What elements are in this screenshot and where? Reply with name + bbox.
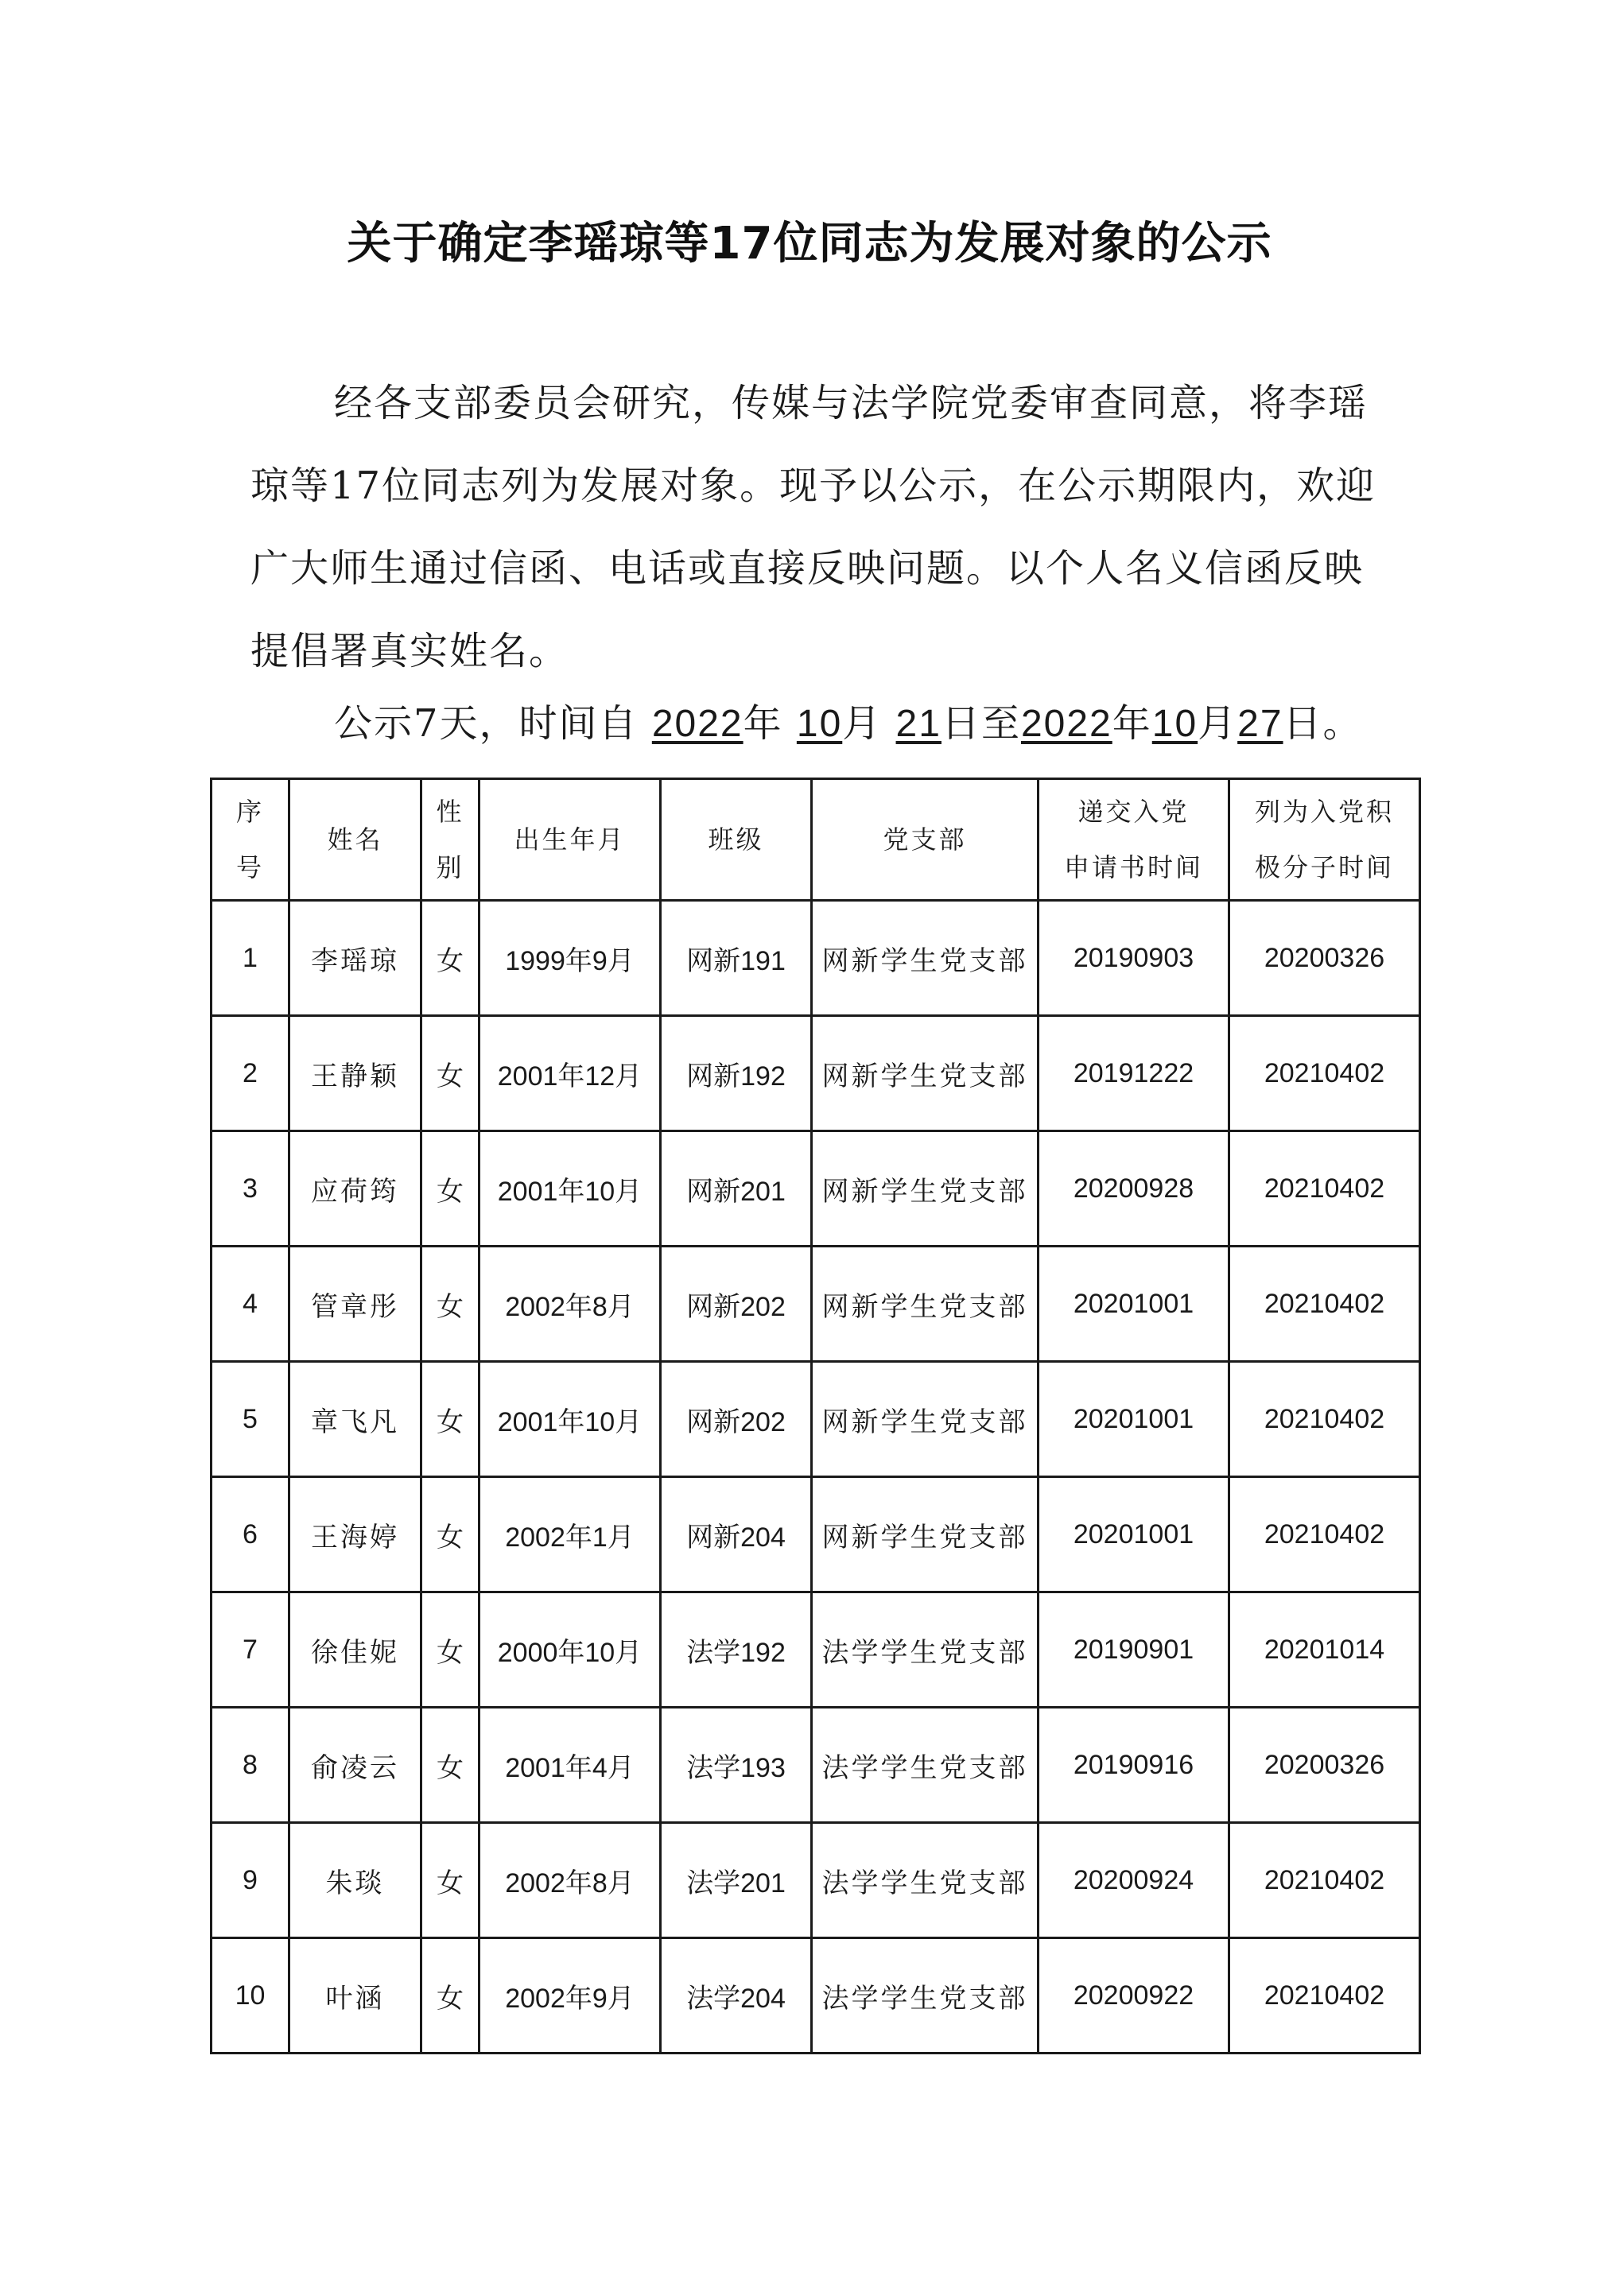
cell-gender: 女 xyxy=(421,1708,479,1823)
cell-branch: 法学学生党支部 xyxy=(812,1708,1039,1823)
cell-birth: 2002年8月 xyxy=(479,1823,661,1938)
header-branch: 党支部 xyxy=(812,779,1039,901)
cell-activist-date: 20210402 xyxy=(1229,1938,1420,2054)
cell-branch: 网新学生党支部 xyxy=(812,1477,1039,1592)
table-row xyxy=(212,1708,1420,1823)
cell-activist-date: 20201014 xyxy=(1229,1592,1420,1708)
cell-apply-date: 20200928 xyxy=(1039,1131,1229,1247)
header-activist-date: 列为入党积 极分子时间 xyxy=(1229,779,1420,901)
cell-birth: 2000年10月 xyxy=(479,1592,661,1708)
cell-seq: 1 xyxy=(212,901,289,1016)
cell-gender: 女 xyxy=(421,1938,479,2054)
page-title: 关于确定李瑶琼等17位同志为发展对象的公示 xyxy=(347,218,1272,270)
cell-activist-date: 20200326 xyxy=(1229,1708,1420,1823)
cell-activist-date: 20210402 xyxy=(1229,1823,1420,1938)
cell-apply-date: 20190901 xyxy=(1039,1592,1229,1708)
cell-class: 网新191 xyxy=(661,901,812,1016)
cell-seq: 10 xyxy=(212,1938,289,2054)
notice-period xyxy=(334,692,1363,756)
cell-name: 管章彤 xyxy=(289,1247,421,1362)
cell-birth: 2002年9月 xyxy=(479,1938,661,2054)
cell-name: 应荷筠 xyxy=(289,1131,421,1247)
cell-gender: 女 xyxy=(421,1247,479,1362)
period-start-month: 10 xyxy=(796,703,843,745)
period-start-day: 21 xyxy=(895,703,942,745)
table-row xyxy=(212,1477,1420,1592)
cell-branch: 网新学生党支部 xyxy=(812,1362,1039,1477)
cell-activist-date: 20210402 xyxy=(1229,1477,1420,1592)
cell-apply-date: 20200922 xyxy=(1039,1938,1229,2054)
table-row xyxy=(212,1362,1420,1477)
cell-name: 王海婷 xyxy=(289,1477,421,1592)
table-row xyxy=(212,1247,1420,1362)
table-header-row xyxy=(212,779,1420,901)
period-start-year: 2022 xyxy=(651,703,743,745)
cell-apply-date: 20201001 xyxy=(1039,1477,1229,1592)
cell-activist-date: 20210402 xyxy=(1229,1247,1420,1362)
header-seq: 序 号 xyxy=(212,779,289,901)
cell-branch: 法学学生党支部 xyxy=(812,1592,1039,1708)
cell-branch: 网新学生党支部 xyxy=(812,901,1039,1016)
cell-seq: 5 xyxy=(212,1362,289,1477)
cell-class: 网新202 xyxy=(661,1362,812,1477)
header-class: 班级 xyxy=(661,779,812,901)
cell-seq: 8 xyxy=(212,1708,289,1823)
cell-gender: 女 xyxy=(421,1477,479,1592)
cell-name: 叶涵 xyxy=(289,1938,421,2054)
notice-paragraph: 经各支部委员会研究，传媒与法学院党委审查同意，将李瑶琼等17位同志列为发展对象。现予以公示，在公示期限内，欢迎广大师生通过信函、电话或直接反映问题。以个人名义信函反映提倡署真实姓名。 xyxy=(250,381,1376,673)
cell-class: 网新201 xyxy=(661,1131,812,1247)
header-birth: 出生年月 xyxy=(479,779,661,901)
cell-branch: 法学学生党支部 xyxy=(812,1823,1039,1938)
cell-activist-date: 20200326 xyxy=(1229,901,1420,1016)
cell-class: 法学192 xyxy=(661,1592,812,1708)
period-end-day: 27 xyxy=(1237,703,1283,745)
cell-birth: 2001年12月 xyxy=(479,1016,661,1131)
cell-apply-date: 20191222 xyxy=(1039,1016,1229,1131)
cell-seq: 9 xyxy=(212,1823,289,1938)
cell-birth: 2001年4月 xyxy=(479,1708,661,1823)
cell-name: 徐佳妮 xyxy=(289,1592,421,1708)
cell-name: 王静颖 xyxy=(289,1016,421,1131)
period-year-char-2: 年 xyxy=(1112,701,1152,746)
header-apply-date: 递交入党 申请书时间 xyxy=(1039,779,1229,901)
cell-seq: 3 xyxy=(212,1131,289,1247)
cell-apply-date: 20190916 xyxy=(1039,1708,1229,1823)
cell-class: 网新202 xyxy=(661,1247,812,1362)
period-month-char: 月 xyxy=(842,701,883,746)
cell-birth: 2002年8月 xyxy=(479,1247,661,1362)
header-name: 姓名 xyxy=(289,779,421,901)
cell-activist-date: 20210402 xyxy=(1229,1362,1420,1477)
cell-gender: 女 xyxy=(421,1823,479,1938)
table-row xyxy=(212,1016,1420,1131)
cell-apply-date: 20190903 xyxy=(1039,901,1229,1016)
cell-seq: 2 xyxy=(212,1016,289,1131)
cell-seq: 7 xyxy=(212,1592,289,1708)
cell-branch: 网新学生党支部 xyxy=(812,1016,1039,1131)
cell-apply-date: 20201001 xyxy=(1039,1247,1229,1362)
table-row xyxy=(212,1938,1420,2054)
period-end-month: 10 xyxy=(1151,703,1198,745)
cell-branch: 法学学生党支部 xyxy=(812,1938,1039,2054)
cell-gender: 女 xyxy=(421,901,479,1016)
cell-name: 李瑶琼 xyxy=(289,901,421,1016)
cell-gender: 女 xyxy=(421,1131,479,1247)
cell-activist-date: 20210402 xyxy=(1229,1016,1420,1131)
period-end-year: 2022 xyxy=(1020,703,1112,745)
cell-branch: 网新学生党支部 xyxy=(812,1247,1039,1362)
table-row xyxy=(212,901,1420,1016)
cell-birth: 2002年1月 xyxy=(479,1477,661,1592)
period-suffix: 日。 xyxy=(1283,701,1363,746)
cell-apply-date: 20201001 xyxy=(1039,1362,1229,1477)
period-year-char: 年 xyxy=(743,701,783,746)
cell-class: 法学201 xyxy=(661,1823,812,1938)
cell-name: 朱琰 xyxy=(289,1823,421,1938)
cell-gender: 女 xyxy=(421,1362,479,1477)
cell-seq: 6 xyxy=(212,1477,289,1592)
table-row xyxy=(212,1592,1420,1708)
period-to-text: 日至 xyxy=(941,701,1021,746)
header-gender: 性 别 xyxy=(421,779,479,901)
cell-class: 网新192 xyxy=(661,1016,812,1131)
cell-branch: 网新学生党支部 xyxy=(812,1131,1039,1247)
cell-name: 章飞凡 xyxy=(289,1362,421,1477)
cell-name: 俞凌云 xyxy=(289,1708,421,1823)
table-row xyxy=(212,1823,1420,1938)
period-prefix: 公示7天，时间自 xyxy=(334,701,639,746)
cell-birth: 2001年10月 xyxy=(479,1131,661,1247)
cell-gender: 女 xyxy=(421,1592,479,1708)
cell-class: 网新204 xyxy=(661,1477,812,1592)
cell-birth: 1999年9月 xyxy=(479,901,661,1016)
period-month-char-2: 月 xyxy=(1198,701,1238,746)
cell-class: 法学204 xyxy=(661,1938,812,2054)
table-row xyxy=(212,1131,1420,1247)
cell-gender: 女 xyxy=(421,1016,479,1131)
cell-apply-date: 20200924 xyxy=(1039,1823,1229,1938)
cell-seq: 4 xyxy=(212,1247,289,1362)
cell-class: 法学193 xyxy=(661,1708,812,1823)
cell-activist-date: 20210402 xyxy=(1229,1131,1420,1247)
cell-birth: 2001年10月 xyxy=(479,1362,661,1477)
candidate-table xyxy=(210,778,1421,2054)
